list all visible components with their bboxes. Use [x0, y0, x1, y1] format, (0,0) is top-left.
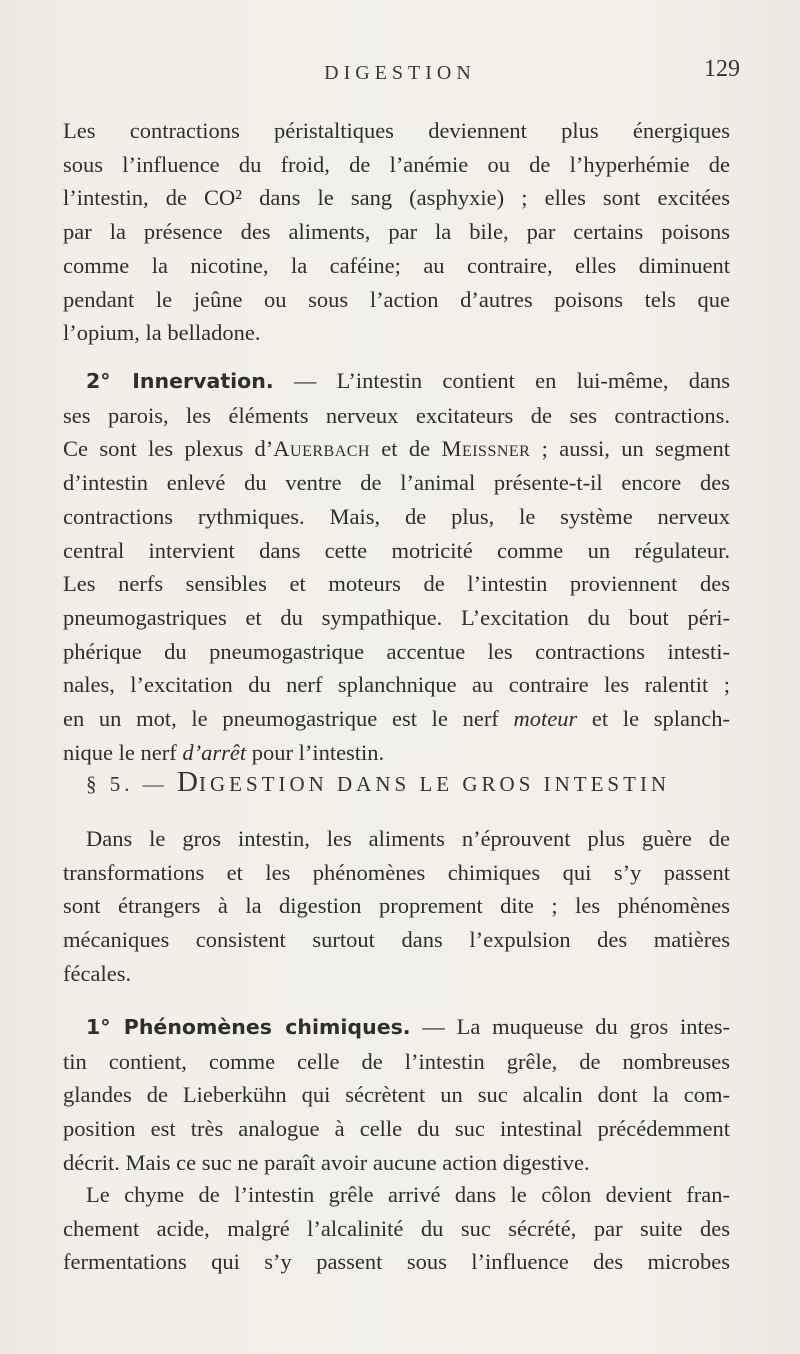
text-line: pendant le jeûne ou sous l’action d’autres poisons tels que — [63, 286, 730, 312]
text-line: décrit. Mais ce suc ne paraît avoir aucune action digestive. — [63, 1149, 590, 1175]
text-line: Le chyme de l’intestin grêle arrivé dans le côlon devient fran- — [86, 1182, 730, 1207]
text-line: ses parois, les éléments nerveux excitateurs de ses contractions. — [63, 402, 730, 428]
text-line: pneumogastriques et du sympathique. L’excitation du bout péri- — [63, 604, 730, 630]
text-line: 2° Innervation. — L’intestin contient en lui-même, dans — [86, 368, 730, 393]
text-line: l’opium, la belladone. — [63, 320, 261, 346]
text-line: position est très analogue à celle du suc intestinal précédemment — [63, 1116, 730, 1142]
text-line: central intervient dans cette motricité comme un régulateur. — [63, 537, 730, 563]
page-number: 129 — [704, 56, 740, 82]
section-heading: § 5. — DIGESTION DANS LE GROS INTESTIN — [86, 766, 671, 798]
text-line: l’intestin, de CO² dans le sang (asphyxie) ; elles sont excitées — [63, 185, 730, 211]
paragraph-phenomenes-chimiques — [63, 1010, 730, 1180]
paragraph-contractions — [63, 114, 730, 350]
paragraph-innervation — [63, 364, 730, 769]
text-line: glandes de Lieberkühn qui sécrètent un suc alcalin dont la com- — [63, 1082, 730, 1108]
author-name: Auerbach — [273, 436, 370, 462]
text-line: fécales. — [63, 960, 132, 986]
running-head — [60, 56, 740, 92]
text-line: en un mot, le pneumogastrique est le nerf moteur et le splanch- — [63, 706, 730, 732]
text-line: nales, l’excitation du nerf splanchnique au contraire les ralentit ; — [63, 672, 730, 698]
heading-innervation: 2° Innervation. — [86, 369, 274, 393]
text-line: sous l’influence du froid, de l’anémie ou de l’hyperhémie de — [63, 151, 730, 177]
text-line: transformations et les phénomènes chimiques qui s’y passent — [63, 859, 730, 885]
paragraph-chyme — [63, 1178, 730, 1279]
text-line: fermentations qui s’y passent sous l’influence des microbes — [63, 1249, 730, 1275]
text-line: Les nerfs sensibles et moteurs de l’intestin proviennent des — [63, 571, 730, 597]
author-name: Meissner — [441, 436, 531, 462]
text-line: comme la nicotine, la caféine; au contraire, elles diminuent — [63, 252, 730, 278]
text-line: nique le nerf d’arrêt pour l’intestin. — [63, 739, 385, 765]
text-line: Dans le gros intestin, les aliments n’éprouvent plus guère de — [86, 826, 730, 851]
text-line: Ce sont les plexus d’Auerbach et de Meissner ; aussi, un segment — [63, 436, 730, 462]
text-line: sont étrangers à la digestion proprement dite ; les phénomènes — [63, 893, 730, 919]
text-line: d’intestin enlevé du ventre de l’animal présente-t-il encore des — [63, 470, 730, 496]
heading-phenomenes-chimiques: 1° Phénomènes chimiques. — [86, 1015, 411, 1039]
text-line: mécaniques consistent surtout dans l’expulsion des matières — [63, 927, 730, 953]
text-line: contractions rythmiques. Mais, de plus, le système nerveux — [63, 503, 730, 529]
text-line: chement acide, malgré l’alcalinité du suc sécrété, par suite des — [63, 1215, 730, 1241]
text-line: tin contient, comme celle de l’intestin grêle, de nombreuses — [63, 1048, 730, 1074]
text-line: 1° Phénomènes chimiques. — La muqueuse du gros intes- — [86, 1014, 730, 1039]
text-line: Les contractions péristaltiques deviennent plus énergiques — [63, 118, 730, 143]
paragraph-gros-intestin — [63, 822, 730, 991]
text-line: par la présence des aliments, par la bile, par certains poisons — [63, 219, 730, 245]
text-line: phérique du pneumogastrique accentue les contractions intesti- — [63, 638, 730, 664]
running-title: DIGESTION — [324, 62, 476, 84]
